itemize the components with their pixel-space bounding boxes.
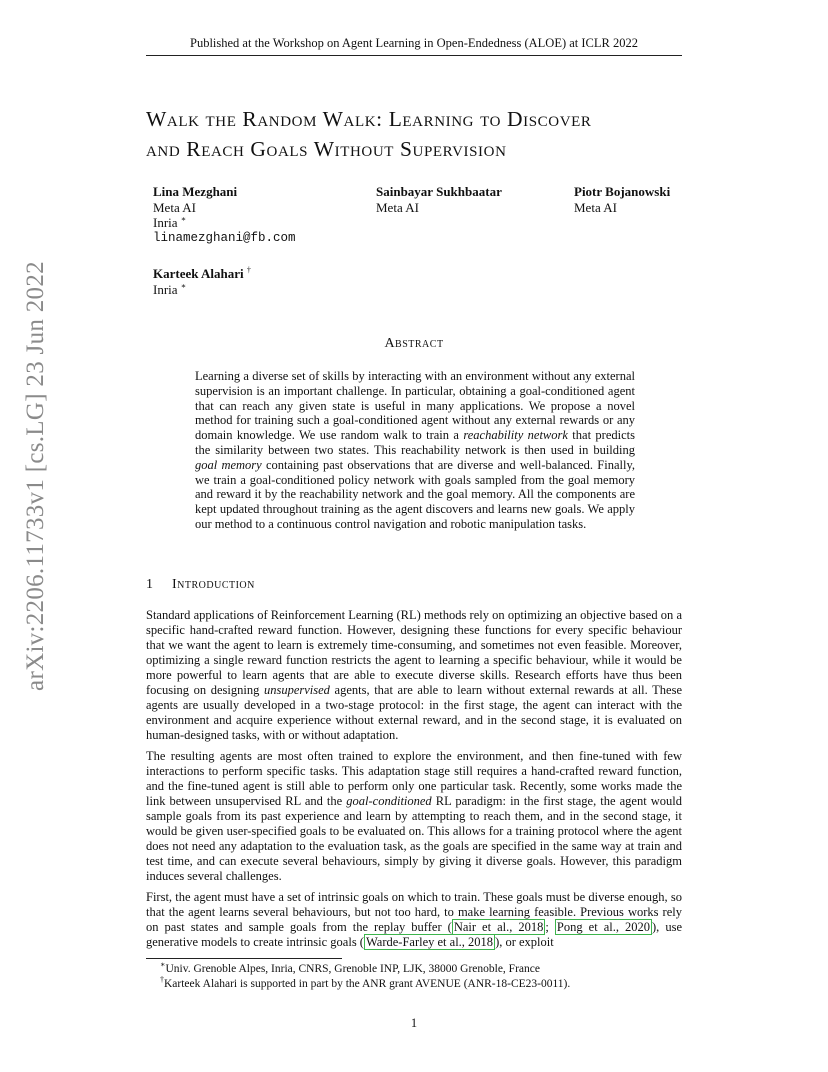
running-header: Published at the Workshop on Agent Learning in Open-Endedness (ALOE) at ICLR 2022 (146, 36, 682, 56)
abstract-text: Learning a diverse set of skills by interacting with an environment without any external supervision is an important challenge. In particular, obtaining a goal-conditioned agent that can reach any given state is useful in many applications. We propose a novel method for training such a goal-conditioned agent without any external rewards or any domain knowledge. We use random walk to train a (195, 369, 635, 443)
author-affiliation: Meta AI (153, 199, 196, 215)
footnote-1 (160, 962, 680, 977)
author-email: linamezghani@fb.com (153, 230, 296, 245)
section-heading-introduction (146, 577, 255, 593)
author-block-4 (153, 266, 251, 297)
page-number: 1 (410, 1016, 418, 1030)
citation-link[interactable]: Warde-Farley et al., 2018 (365, 935, 494, 949)
abstract-body (195, 369, 635, 532)
author-name: Piotr Bojanowski (574, 184, 671, 199)
author-name: Lina Mezghani (153, 184, 238, 199)
author-name: Sainbayar Sukhbaatar (376, 184, 502, 199)
paragraph-text: ; (545, 920, 555, 934)
footnotes (160, 962, 680, 991)
author-affiliation: Meta AI (376, 199, 419, 215)
paragraph (146, 608, 682, 743)
arxiv-stamp-text: arXiv:2206.11733v1 [cs.LG] 23 Jun 2022 (22, 261, 49, 691)
abstract-heading: Abstract (384, 336, 444, 351)
section-title: Introduction (172, 577, 255, 592)
author-name: Karteek Alahari (153, 266, 244, 281)
footnote-mark: ∗ (180, 214, 187, 224)
footnote-mark: † (160, 974, 164, 984)
footnote-2 (160, 974, 680, 992)
footnote-mark: ∗ (180, 281, 187, 291)
footnote-text: Univ. Grenoble Alpes, Inria, CNRS, Grenoble INP, LJK, 38000 Grenoble, France (165, 963, 540, 975)
footnote-mark: ∗ (160, 960, 166, 970)
footnote-text: Karteek Alahari is supported in part by the ANR grant AVENUE (ANR-18-CE23-0011). (164, 977, 571, 990)
paragraph-emphasis: goal-conditioned (346, 794, 432, 808)
paragraph-emphasis: unsupervised (263, 683, 330, 697)
affiliation-text: Inria (153, 281, 178, 297)
author-affiliation (153, 282, 251, 298)
abstract-text: that predicts the similarity between two states. This reachability network is then used in building (195, 428, 635, 457)
footnote-mark: † (246, 265, 251, 275)
paragraph-text: The resulting agents are most often trained to explore the environment, and then fine-tuned with few interactions to perform specific tasks. This adaptation stage still requires a hand-crafted reward function, and the fine-tuned agent is still able to perform only one particular task. Recently, some works made the link between unsupervised RL and the (146, 749, 682, 808)
paragraph-text: agents, that are able to learn without external rewards at all. These agents are usually developed in a two-stage protocol: in the first stage, the agent can interact with the environment and acquire experience without external reward, and in the second stage, it is evaluated on human-designed tasks, with or without adaptation. (146, 683, 682, 742)
paragraph (146, 749, 682, 884)
paragraph-text: ), or exploit (495, 935, 554, 949)
author-affiliation: Meta AI (574, 199, 617, 215)
citation-link[interactable]: Pong et al., 2020 (556, 920, 651, 934)
citation-link[interactable]: Nair et al., 2018 (453, 920, 544, 934)
abstract-emphasis: goal memory (195, 457, 262, 472)
author-block-2 (376, 184, 502, 215)
paragraph-text: First, the agent must have a set of intrinsic goals on which to train. These goals must be diverse enough, so that the agent learns several behaviours, but not too hard, to make learning feasible. Previous works rely on past states and sample goals from the replay buffer ( (146, 890, 682, 934)
paper-title (146, 104, 706, 164)
author-affiliation-2 (153, 215, 296, 231)
author-block-1 (153, 184, 296, 246)
paragraph-text: Standard applications of Reinforcement Learning (RL) methods rely on optimizing an objective based on a specific hand-crafted reward function. However, designing these functions for every specific behaviour that we want the agent to learn is extremely time-consuming, and sometimes not even feasible. Moreover, optimizing a single reward function restricts the agent to learning a specific behaviour, while it would be more powerful to learn agents that are able to execute diverse skills. Research efforts have thus been focusing on designing (146, 608, 682, 697)
abstract-emphasis: reachability network (463, 428, 568, 443)
introduction-body (146, 608, 682, 956)
paragraph-text: RL paradigm: in the first stage, the agent would sample goals from its past experience and learn by attempting to reach them, and in the second stage, it would be given user-specified goals to be evaluated on. This allows for a training protocol where the agent does not need any adaptation to the evaluation task, as the goals are specified in the same way at train and test time, and can execute several behaviours, simply by giving it diverse goals. However, this paradigm induces several challenges. (146, 794, 682, 883)
author-block-3 (574, 184, 670, 215)
title-line-1: Walk the Random Walk: Learning to Discover (146, 107, 592, 131)
author-name-line (153, 266, 251, 282)
title-line-2: and Reach Goals Without Supervision (146, 137, 507, 161)
abstract-text: containing past observations that are diverse and well-balanced. Finally, we train a goal-conditioned policy network with goals sampled from the goal memory and reward it by the reachability network and the goal memory. All the components are kept updated throughout training as the agent discovers and learns new goals. We apply our method to a continuous control navigation and robotic manipulation tasks. (195, 457, 636, 531)
affiliation-text: Inria (153, 215, 178, 230)
paragraph (146, 890, 682, 950)
footnote-rule (146, 958, 342, 959)
paragraph-text: ), use generative models to create intrinsic goals ( (146, 920, 682, 949)
section-number: 1 (146, 577, 154, 592)
